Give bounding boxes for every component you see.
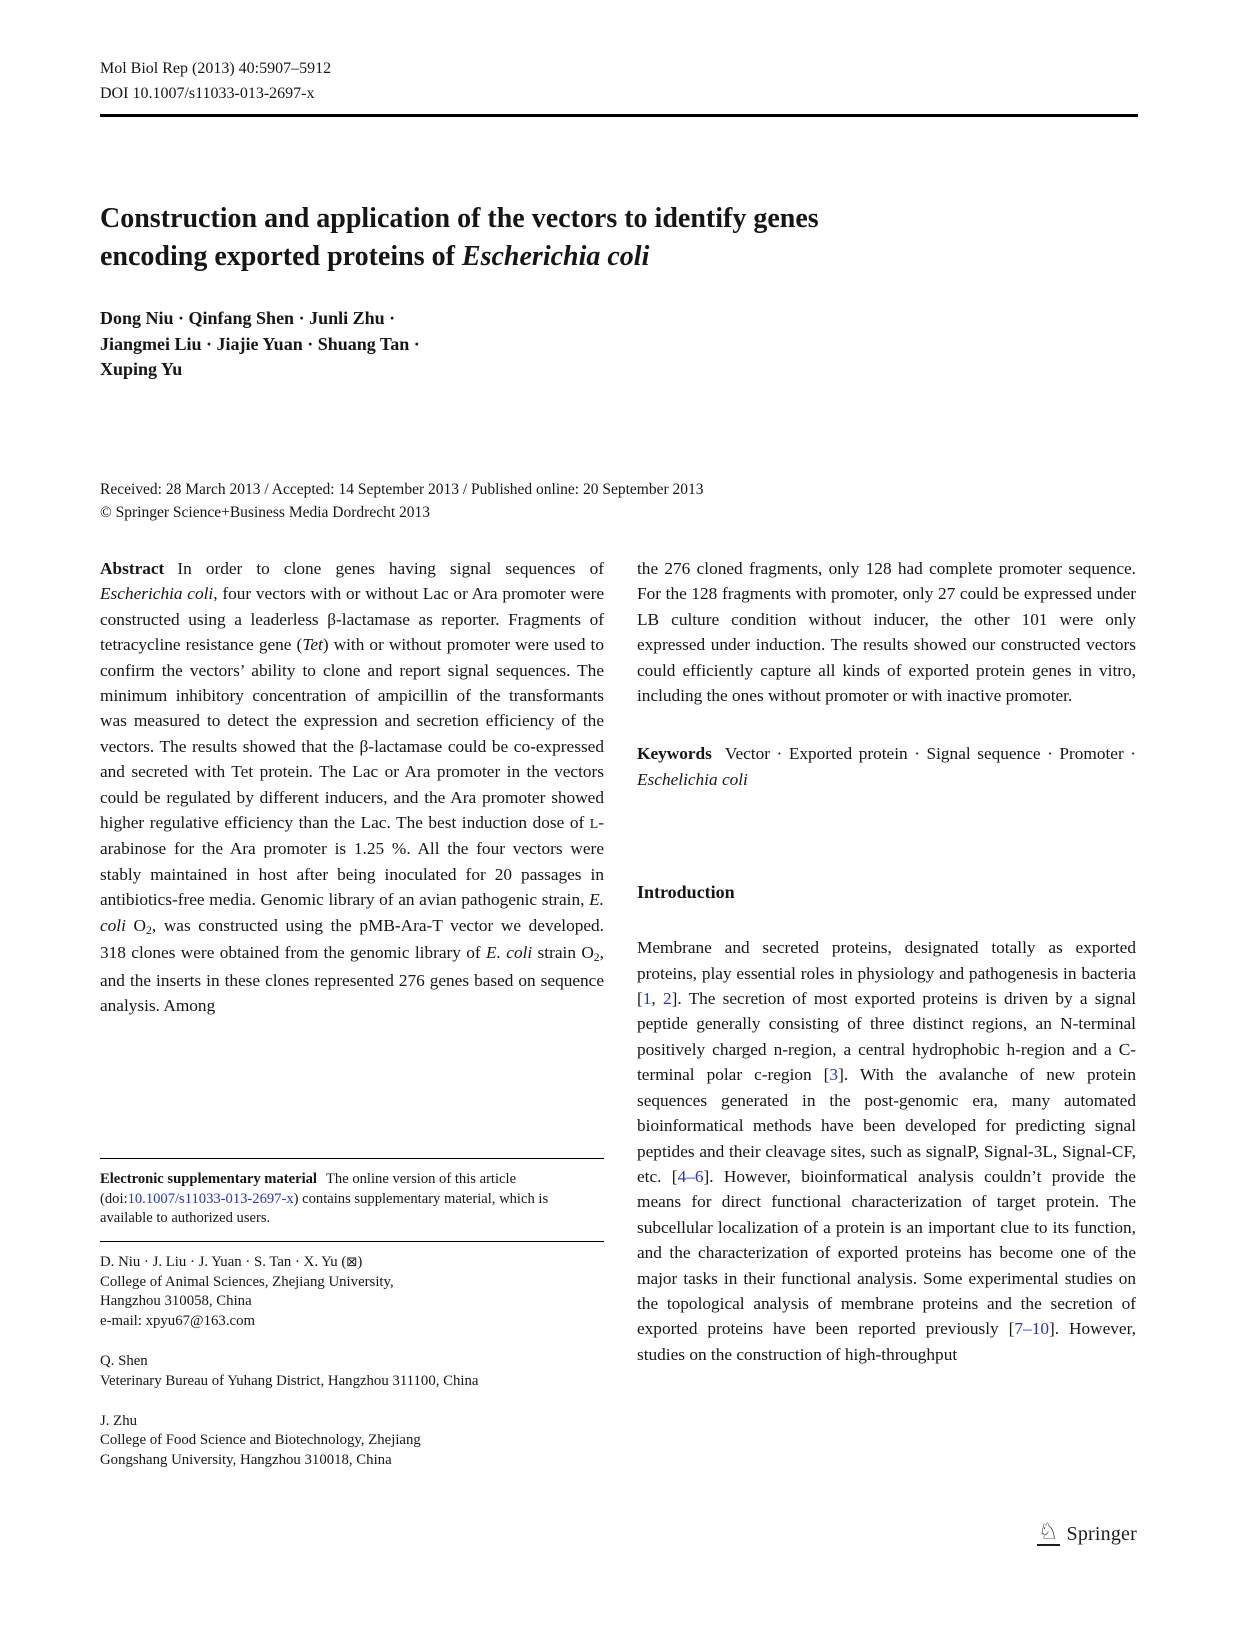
article-title [100,200,1080,276]
text-run: 2 [146,923,152,937]
text-run: Keywords [637,744,712,764]
author-line: Xuping Yu [100,359,183,379]
right-column [637,556,1136,1367]
text-run: E. coli [100,890,604,935]
journal-citation-line: Mol Biol Rep (2013) 40:5907–5912 [100,60,332,77]
citation-link-7-10[interactable]: 7–10 [1014,1319,1049,1339]
springer-logo [1037,1521,1137,1546]
text-run: , four vectors with or without Lac or Ara promoter were constructed using a leaderless β-lactamase as reporter. Fragments of tetracycline resistance gene ( [100,584,604,655]
author-line: Dong Niu · Qinfang Shen · Junli Zhu · [100,308,396,328]
affiliation-line: Hangzhou 310058, China [100,1293,252,1310]
introduction-heading: Introduction [637,882,735,903]
affiliation-line: College of Animal Sciences, Zhejiang University, [100,1273,394,1290]
supplementary-material-note [100,1170,604,1229]
affiliation-email-line: e-mail: xpyu67@163.com [100,1313,255,1330]
text-run: In order to clone genes having signal sequences of [177,559,604,578]
footnote-divider-rule [100,1158,604,1159]
abstract-paragraph [100,556,604,1018]
affiliation-line: Veterinary Bureau of Yuhang District, Hangzhou 311100, China [100,1372,479,1389]
page-header [100,56,331,106]
text-run: strain O [532,943,594,963]
doi-link[interactable]: 10.1007/s11033-013-2697-x [127,1190,294,1207]
affiliation-line: College of Food Science and Biotechnology, Zhejiang [100,1432,421,1449]
text-run: , and the inserts in these clones represented 276 genes based on sequence analysis. Among [100,943,604,1015]
text-run: E. coli [486,943,533,963]
correspondence-icon: ⊠ [346,1254,358,1270]
affiliation-divider-rule [100,1241,604,1242]
text-run: Electronic supplementary material [100,1171,317,1187]
text-run: ) [357,1253,363,1270]
author-line: Jiangmei Liu · Jiajie Yuan · Shuang Tan · [100,333,420,354]
text-run: , was constructed using the pMB-Ara-T vector we developed. 318 clones were obtained from the genomic library of [100,915,604,963]
affiliation-authors-line: Q. Shen [100,1352,148,1369]
keywords-paragraph [637,741,1136,792]
text-run: ) contains supplementary material, which is available to authorized users. [100,1190,549,1227]
text-run: Abstract [100,559,165,578]
text-run: Membrane and secreted proteins, designated totally as exported proteins, play essential roles in physiology and pathogenesis in bacteria [ [637,938,1136,1009]
text-run: Escherichia coli [100,584,214,604]
introduction-paragraph [637,935,1136,1367]
springer-knight-icon: ♘ [1037,1519,1059,1545]
text-run: Escherichia coli [461,241,650,272]
affiliation-group-2 [100,1352,604,1392]
left-column [100,556,604,1018]
affiliation-line: Gongshang University, Hangzhou 310018, China [100,1452,392,1469]
text-run: ]. However, studies on the construction of high-throughput [637,1319,1136,1364]
text-run: O [125,915,147,935]
citation-link-2[interactable]: 2 [662,989,672,1009]
affiliation-authors-line [100,1253,604,1273]
text-run: Vector · Exported protein · Signal sequence · Promoter · [724,744,1136,764]
text-run: D. Niu · J. Liu · J. Yuan · S. Tan · X. Yu ( [100,1253,347,1270]
footnote-block [100,1158,604,1471]
citation-link-3[interactable]: 3 [829,1065,839,1085]
text-run: L [589,816,599,832]
text-run: -arabinose for the Ara promoter is 1.25 %. All the four vectors were stably maintained in host after being inoculated for 20 passages in antibiotics-free media. Genomic library of an avian pathogenic strain, [100,813,604,910]
citation-link-4-6[interactable]: 4–6 [677,1166,704,1186]
springer-wordmark: Springer [1066,1523,1137,1545]
title-line-2 [100,238,1080,276]
affiliation-group-1 [100,1253,604,1332]
text-run: ]. However, bioinformatical analysis couldn’t provide the means for direct functional characterization of target protein. The subcellular localization of a protein is an important clue to its function, and the characterization of exported proteins has become one of the major tasks in their functional analysis. Some experimental studies on the topological analysis of membrane proteins and the secretion of exported proteins have been reported previously [ [637,1166,1136,1339]
affiliation-authors-line: J. Zhu [100,1412,137,1429]
title-line-1: Construction and application of the vectors to identify genes [100,203,819,234]
text-run: ]. The secretion of most exported proteins is driven by a signal peptide generally consisting of three distinct regions, an N-terminal positively charged n-region, a central hydrophobic h-region and a C-terminal polar c-region [ [637,989,1137,1085]
doi-line: DOI 10.1007/s11033-013-2697-x [100,85,315,102]
citation-link-1[interactable]: 1 [642,989,652,1009]
text-run: ]. With the avalanche of new protein sequences generated in the post-genomic era, many automated bioinformatical methods have been developed for predicting signal peptides and their cleavage sites, such as signalP, Signal-3L, Signal-CF, etc. [ [637,1065,1136,1186]
text-run: The online version of this article (doi: [100,1171,517,1207]
dates-block [100,479,704,524]
affiliation-group-3 [100,1412,604,1471]
text-run: 2 [593,951,600,965]
text-run: encoding exported proteins of [100,241,462,272]
text-run: Eschelichia coli [637,769,748,789]
header-divider-rule [100,114,1138,117]
text-run: ) with or without promoter were used to confirm the vectors’ ability to clone and report signal sequences. The minimum inhibitory concentration of ampicillin of the transformants was measured to detect the expression and secretion efficiency of the vectors. The results showed that the β-lactamase could be co-expressed and secreted with Tet protein. The Lac or Ara promoter in the vectors could be regulated by different inducers, and the Ara promoter showed higher regulative efficiency than the Lac. The best induction dose of [100,635,605,833]
text-run: Tet [302,635,323,655]
abstract-continued-paragraph: the 276 cloned fragments, only 128 had complete promoter sequence. For the 128 fragments with promoter, only 27 could be expressed under LB culture condition without inducer, the other 101 were only expressed under induction. The results showed our constructed vectors could efficiently capture all kinds of exported protein genes in vitro, including the ones without promoter or with inactive promoter. [637,559,1136,706]
text-run: , [651,989,663,1009]
received-accepted-line: Received: 28 March 2013 / Accepted: 14 September 2013 / Published online: 20 September 2013 [100,481,704,498]
authors-block [100,306,420,383]
copyright-line: © Springer Science+Business Media Dordrecht 2013 [100,503,431,521]
